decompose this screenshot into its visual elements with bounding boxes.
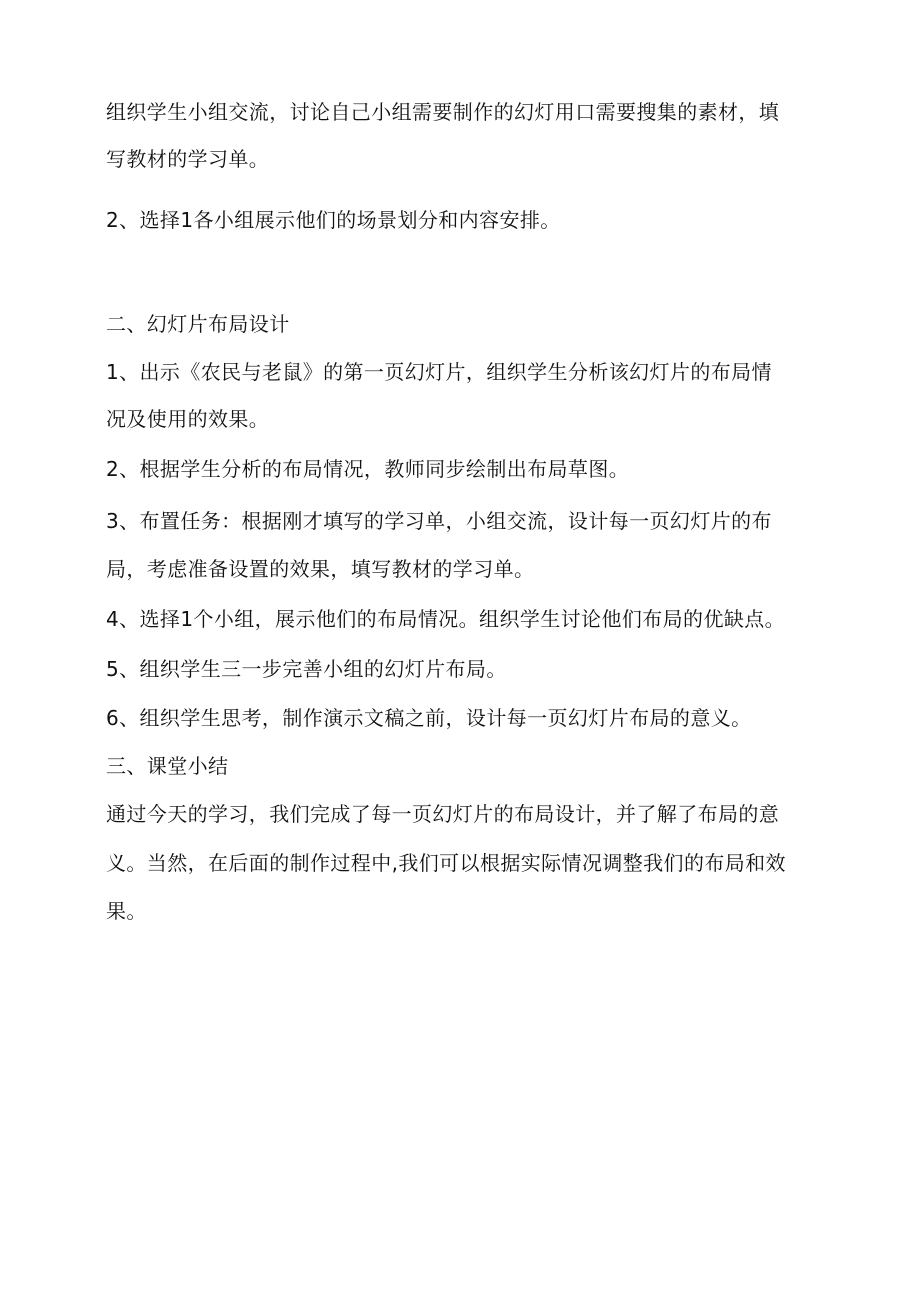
paragraph-line: 局，考虑准备设置的效果，填写教材的学习单。 [106, 557, 535, 581]
paragraph-line: 1、出示《农民与老鼠》的第一页幻灯片，组织学生分析该幻灯片的布局情 [106, 360, 772, 384]
section-heading: 三、课堂小结 [106, 754, 229, 778]
paragraph-line: 通过今天的学习，我们完成了每一页幻灯片的布局设计，并了解了布局的意 [106, 802, 780, 826]
paragraph-line: 6、组织学生思考，制作演示文稿之前，设计每一页幻灯片布局的意义。 [106, 706, 752, 730]
paragraph-line: 果。 [106, 899, 147, 923]
paragraph-line: 5、组织学生三一步完善小组的幻灯片布局。 [106, 657, 507, 681]
paragraph-line: 组织学生小组交流，讨论自己小组需要制作的幻灯用口需要搜集的素材，填 [106, 100, 780, 124]
paragraph-line: 2、选择1各小组展示他们的场景划分和内容安排。 [106, 208, 561, 232]
paragraph-line: 2、根据学生分析的布局情况，教师同步绘制出布局草图。 [106, 457, 630, 481]
paragraph-line: 况及使用的效果。 [106, 407, 270, 431]
section-heading: 二、幻灯片布局设计 [106, 312, 290, 336]
paragraph-line: 4、选择1个小组，展示他们的布局情况。组织学生讨论他们布局的优缺点。 [106, 607, 786, 631]
paragraph-line: 写教材的学习单。 [106, 147, 270, 171]
paragraph-line: 3、布置任务：根据刚才填写的学习单，小组交流，设计每一页幻灯片的布 [106, 509, 772, 533]
paragraph-line: 义。当然，在后面的制作过程中,我们可以根据实际情况调整我们的布局和效 [106, 851, 786, 875]
